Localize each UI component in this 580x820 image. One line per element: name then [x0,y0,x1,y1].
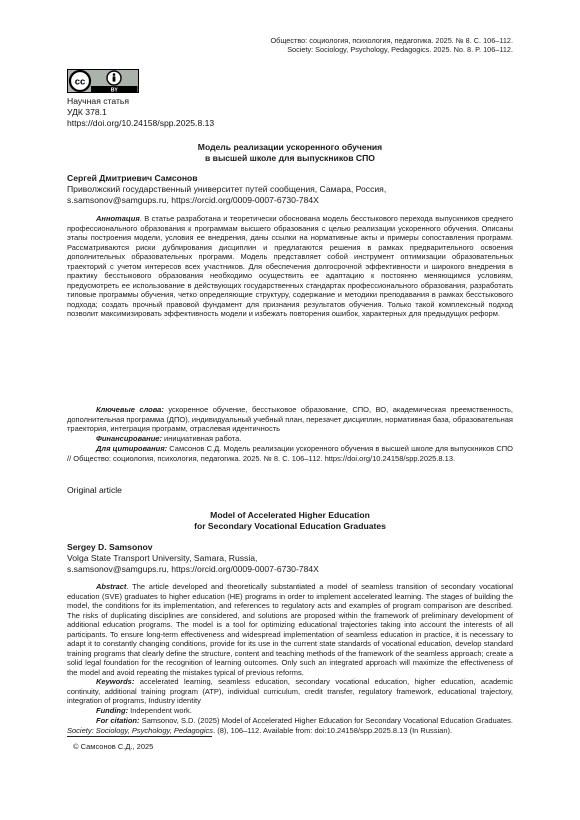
keywords-label-en: Keywords: [96,677,135,686]
author-en: Sergey D. Samsonov [67,542,153,552]
citation-en [67,716,513,735]
contact-ru[interactable]: s.samsonov@samgups.ru, https://orcid.org/0009-0007-6730-784X [67,195,319,205]
citation-journal-en: Society: Sociology, Psychology, Pedagogics [67,725,214,735]
contact-en[interactable]: s.samsonov@samgups.ru, https://orcid.org/0009-0007-6730-784X [67,564,319,574]
citation-tail-en: . (8), 106–112. Available from: doi:10.24158/spp.2025.8.13 (In Russian). [213,725,453,735]
doi-link[interactable]: https://doi.org/10.24158/spp.2025.8.13 [67,118,215,128]
title-ru-line2: в высшей школе для выпускников СПО [204,153,375,163]
citation-ru [67,444,513,463]
title-ru-line1: Модель реализации ускоренного обучения [197,142,383,152]
article-type-en: Original article [67,485,122,495]
citation-label-ru: Для цитирования: [96,444,168,453]
abstract-label-ru: Аннотация [96,214,140,223]
funding-label-ru: Финансирование: [96,434,162,443]
footnote-divider [67,736,212,737]
keywords-text-en: accelerated learning, seamless education, secondary vocational education, higher education, academic continuity, additional training program (ATP), individual curriculum, credit transfer, regulatory framework, educational trajectory, integration of programs, Industry identity [67,677,513,706]
citation-text-ru: Самсонов С.Д. Модель реализации ускоренного обучения в высшей школе для выпускников СПО // Общество: социология, психология, педагогика. 2025. № 8. С. 106–112. https://doi.org/10.24158/spp.2025.8.13. [67,444,513,463]
keywords-text-ru: ускоренное обучение, бесстыковое образование, СПО, ВО, академическая преемственность, дополнительная программа (ДПО), индивидуальный учебный план, перезачет дисциплин, нормативная база, образовательная траектория, интеграция программ, отраслевая идентичность [67,405,514,434]
journal-header-ru: Общество: социология, психология, педагогика. 2025. № 8. С. 106–112. [270,36,513,45]
affiliation-ru: Приволжский государственный университет путей сообщения, Самара, Россия, [67,184,387,194]
keywords-en [67,677,513,706]
abstract-label-en: Abstract [96,582,127,591]
abstract-ru [67,214,513,319]
funding-text-ru: инициативная работа. [161,434,242,443]
keywords-label-ru: Ключевые слова: [96,405,164,414]
affiliation-en: Volga State Transport University, Samara, Russia, [67,553,258,563]
citation-label-en: For citation: [96,716,140,725]
copyright-note: © Самсонов С.Д., 2025 [73,742,154,751]
author-ru: Сергей Дмитриевич Самсонов [67,173,198,183]
abstract-text-en: . The article developed and theoretically substantiated a model of seamless transition of secondary vocational education (SVE) graduates to higher education (HE) programs in order to implement accelerated learning. The stages of building the model, the conditions for its implementation, and references to regulatory acts and examples of program comparison are described. The risks of duplicating disciplines are considered, and solutions are proposed within the framework of preliminary development of additional education programs. The model is a tool for optimizing educational trajectories taking into account the interests of all participants. To ensure long-term effectiveness and widespread implementation of seamless education in practice, it is necessary to adapt it to constantly changing conditions, provide for its use in the current state standards of vocational education, develop standard training programs that clearly define the structure, content and teaching methods of the framework of the seamless approach; create a solid legal foundation for the recognition of learning outcomes. Only such an integrated approach will maximize the effectiveness of the model and avoid repeating the mistakes typical of previous reforms. [67,582,513,677]
title-en-line1: Model of Accelerated Higher Education [210,510,370,520]
by-label: BY [110,87,118,93]
abstract-en [67,582,513,677]
abstract-text-ru: . В статье разработана и теоретически обоснована модель бесстыкового перехода выпускников среднего профессионального образования к программам высшего образования с целью реализации ускоренного обучения. Описаны этапы построения модели, условия ее внедрения, даны ссылки на нормативные акты и примеры сопоставления программ. Рассматриваются риски дублирования дисциплин и предлагаются решения в рамках предварительного освоения дополнительных образовательных программ. Модель представляет собой инструмент оптимизации образовательных траекторий с учетом интересов всех участников. Для обеспечения долгосрочной эффективности и широкого внедрения в практику бесстыкового образования необходимо осуществить ее адаптацию к постоянно меняющимся условиям, предусмотреть ее использование в действующих государственных стандартах профессионального образования, разработать типовые программы обучения, четко определяющие структуру, содержание и методики преподавания в рамках бесстыкового подхода; создать прочный правовой фундамент для признания результатов обучения. Только такой комплексный подход позволит максимизировать эффективность модели и избежать повторения ошибок, характерных для предыдущих реформ. [67,214,513,319]
udk-code: УДК 378.1 [67,107,107,117]
funding-label-en: Funding: [96,706,129,715]
journal-header-en: Society: Sociology, Psychology, Pedagogics. 2025. No. 8. P. 106–112. [287,45,513,54]
keywords-ru [67,405,513,434]
article-type-ru: Научная статья [67,96,130,106]
funding-ru [67,434,513,444]
citation-text-en: Samsonov, S.D. (2025) Model of Accelerated Higher Education for Secondary Vocational Education Graduates. [139,716,513,725]
cc-icon-text: cc [74,76,86,88]
funding-text-en: Independent work. [128,706,192,715]
funding-en [67,706,513,716]
cc-by-license-badge[interactable] [67,69,139,93]
title-en-line2: for Secondary Vocational Education Graduates [194,521,386,531]
